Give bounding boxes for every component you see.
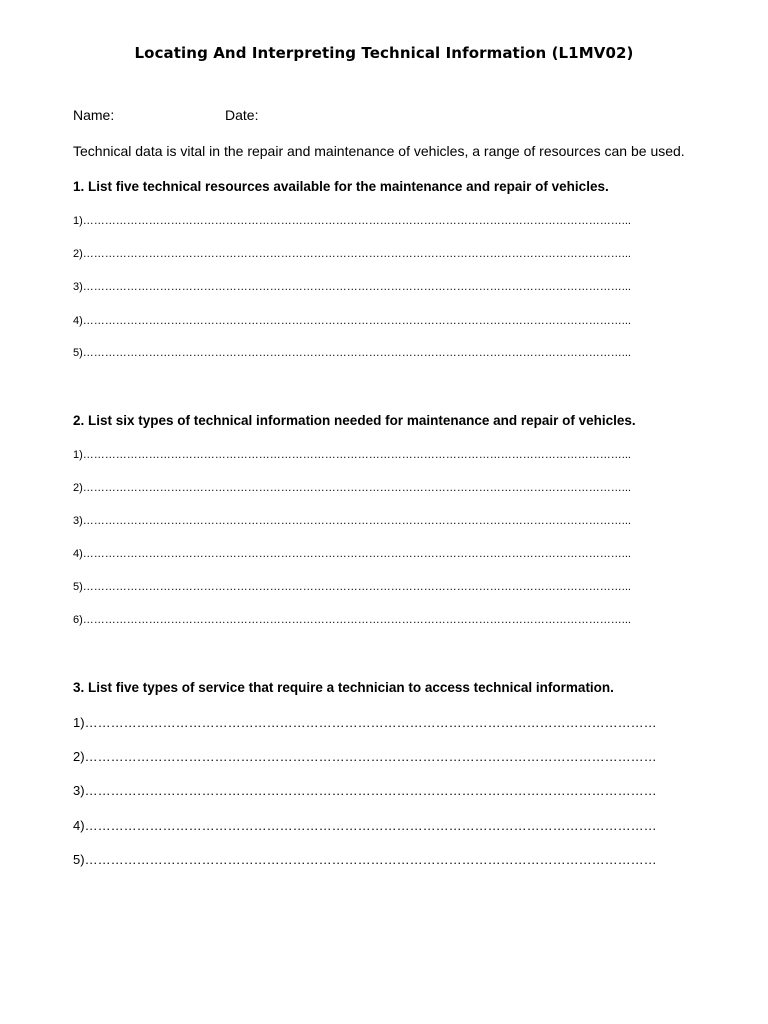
- intro-text: Technical data is vital in the repair and maintenance of vehicles, a range of resources can be used.: [73, 143, 685, 159]
- dotted-rule: …………………………………………………………………………………………………………………………………...: [82, 614, 631, 626]
- dotted-rule: …………………………………………………………………………………………………………………………………...: [82, 581, 631, 593]
- answer-number: 4): [73, 818, 85, 833]
- dotted-rule: …………………………………………………………………………………………………………………………………...: [82, 515, 631, 527]
- answer-line[interactable]: [73, 281, 658, 293]
- dotted-rule: ……………………………………………………………………………………………………………………: [84, 749, 657, 764]
- answer-number: 3): [73, 515, 83, 527]
- answer-number: 5): [73, 347, 83, 359]
- dotted-rule: …………………………………………………………………………………………………………………………………...: [82, 347, 631, 359]
- answer-line[interactable]: [73, 818, 658, 833]
- answer-number: 6): [73, 614, 83, 626]
- answer-line[interactable]: [73, 548, 658, 560]
- answer-number: 1): [73, 449, 83, 461]
- answer-number: 4): [73, 548, 83, 560]
- answer-line[interactable]: [73, 215, 658, 227]
- answer-line[interactable]: [73, 783, 658, 798]
- page-title: Locating And Interpreting Technical Information (L1MV02): [134, 44, 634, 62]
- answer-number: 4): [73, 315, 83, 327]
- dotted-rule: ……………………………………………………………………………………………………………………: [84, 715, 657, 730]
- date-label: Date:: [225, 107, 259, 123]
- dotted-rule: …………………………………………………………………………………………………………………………………...: [82, 281, 631, 293]
- answer-number: 1): [73, 215, 83, 227]
- answer-line[interactable]: [73, 482, 658, 494]
- answer-line[interactable]: [73, 581, 658, 593]
- dotted-rule: ……………………………………………………………………………………………………………………: [84, 818, 657, 833]
- answer-number: 2): [73, 482, 83, 494]
- dotted-rule: ……………………………………………………………………………………………………………………: [84, 852, 657, 867]
- answer-line[interactable]: [73, 515, 658, 527]
- answer-line[interactable]: [73, 315, 658, 327]
- answer-line[interactable]: [73, 248, 658, 260]
- answer-line[interactable]: [73, 852, 658, 867]
- answer-line[interactable]: [73, 715, 658, 730]
- dotted-rule: …………………………………………………………………………………………………………………………………...: [82, 248, 631, 260]
- answer-number: 5): [73, 852, 85, 867]
- answer-number: 3): [73, 783, 85, 798]
- dotted-rule: …………………………………………………………………………………………………………………………………...: [82, 548, 631, 560]
- answer-line[interactable]: [73, 347, 658, 359]
- dotted-rule: …………………………………………………………………………………………………………………………………...: [82, 449, 631, 461]
- answer-line[interactable]: [73, 749, 658, 764]
- answer-number: 5): [73, 581, 83, 593]
- dotted-rule: ……………………………………………………………………………………………………………………: [84, 783, 657, 798]
- answer-number: 1): [73, 715, 85, 730]
- name-label: Name:: [73, 107, 115, 123]
- answer-line[interactable]: [73, 614, 658, 626]
- answer-number: 2): [73, 749, 85, 764]
- dotted-rule: …………………………………………………………………………………………………………………………………...: [82, 215, 631, 227]
- question-3: 3. List five types of service that require a technician to access technical information.: [73, 680, 614, 695]
- dotted-rule: …………………………………………………………………………………………………………………………………...: [82, 482, 631, 494]
- answer-number: 3): [73, 281, 83, 293]
- answer-line[interactable]: [73, 449, 658, 461]
- dotted-rule: …………………………………………………………………………………………………………………………………...: [82, 315, 631, 327]
- question-1: 1. List five technical resources available for the maintenance and repair of vehicles.: [73, 179, 609, 194]
- question-2: 2. List six types of technical information needed for maintenance and repair of vehicles.: [73, 413, 636, 428]
- answer-number: 2): [73, 248, 83, 260]
